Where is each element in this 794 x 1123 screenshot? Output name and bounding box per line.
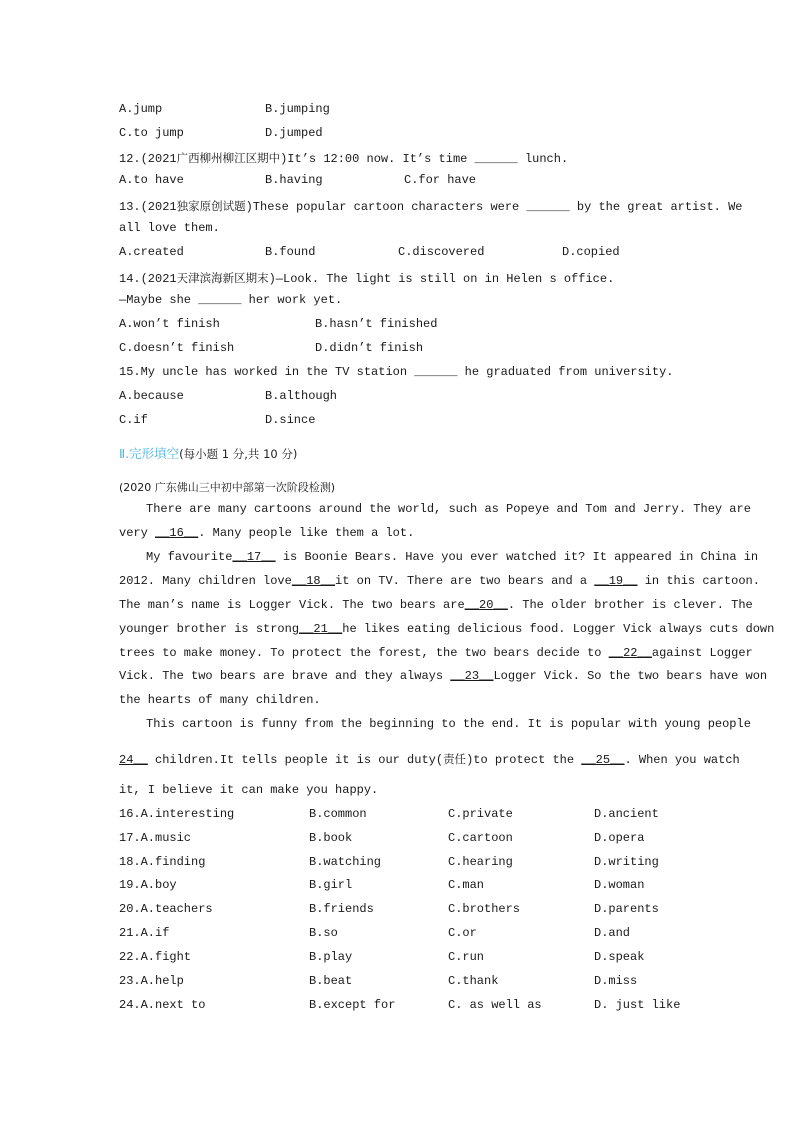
q11-option-d: D.jumped [265, 126, 323, 140]
option-c: C.brothers [448, 902, 521, 916]
q12-option-c: C.for have [404, 173, 477, 187]
option-a: 23.A.help [119, 974, 184, 988]
passage-line-10: This cartoon is funny from the beginning to the end. It is popular with young people [146, 717, 751, 731]
option-d: D.speak [594, 950, 645, 964]
passage-line-8: Vick. The two bears are brave and they always __23__Logger Vick. So the two bears have won [119, 669, 768, 683]
option-d: D.parents [594, 902, 659, 916]
q12-option-a: A.to have [119, 173, 184, 187]
blank-19: __19__ [594, 574, 638, 588]
option-d: D.woman [594, 878, 645, 892]
blank-20: __20__ [464, 598, 508, 612]
option-b: B.play [309, 950, 353, 964]
q15-option-b: B.although [265, 389, 338, 403]
q13-option-c: C.discovered [398, 245, 485, 259]
passage-source: (2020 广东佛山三中初中部第一次阶段检测) [119, 481, 336, 494]
option-c: C.run [448, 950, 485, 964]
q11-option-a: A.jump [119, 102, 163, 116]
option-d: D.opera [594, 831, 645, 845]
option-a: 22.A.fight [119, 950, 192, 964]
passage-line-2: very __16__. Many people like them a lot. [119, 526, 415, 540]
passage-line-3: My favourite__17__ is Boonie Bears. Have you ever watched it? It appeared in China in [146, 550, 759, 564]
option-a: 20.A.teachers [119, 902, 213, 916]
q15-option-c: C.if [119, 413, 148, 427]
option-c: C.thank [448, 974, 499, 988]
option-c: C.cartoon [448, 831, 513, 845]
option-b: B.book [309, 831, 353, 845]
passage-line-12: it, I believe it can make you happy. [119, 783, 379, 797]
option-d: D.ancient [594, 807, 659, 821]
option-c: C. as well as [448, 998, 542, 1012]
option-b: B.so [309, 926, 338, 940]
q15-stem: 15.My uncle has worked in the TV station ______ he graduated from university. [119, 365, 674, 379]
blank-23: __23__ [450, 669, 494, 683]
option-a: 21.A.if [119, 926, 170, 940]
q14-option-c: C.doesn’t finish [119, 341, 235, 355]
q14-option-a: A.won’t finish [119, 317, 220, 331]
q13-stem-cont: all love them. [119, 221, 220, 235]
option-d: D.miss [594, 974, 638, 988]
q12-option-b: B.having [265, 173, 323, 187]
option-b: B.friends [309, 902, 374, 916]
passage-line-5: The man’s name is Logger Vick. The two bears are__20__. The older brother is clever. The [119, 598, 753, 612]
option-d: D.and [594, 926, 631, 940]
option-a: 16.A.interesting [119, 807, 235, 821]
blank-17: __17__ [232, 550, 276, 564]
q15-option-d: D.since [265, 413, 316, 427]
option-a: 24.A.next to [119, 998, 206, 1012]
q14-option-d: D.didn’t finish [315, 341, 424, 355]
blank-22: __22__ [608, 646, 652, 660]
blank-18: __18__ [291, 574, 336, 588]
option-b: B.common [309, 807, 367, 821]
q11-option-c: C.to jump [119, 126, 184, 140]
q15-option-a: A.because [119, 389, 184, 403]
q14-stem-cont: —Maybe she ______ her work yet. [119, 293, 343, 307]
passage-line-11: 24__ children.It tells people it is our duty(责任)to protect the __25__. When you watch [119, 752, 740, 767]
section-heading [119, 444, 297, 462]
q11-option-b: B.jumping [265, 102, 330, 116]
option-b: B.except for [309, 998, 396, 1012]
passage-line-6: younger brother is strong__21__he likes eating delicious food. Logger Vick always cuts down [119, 622, 775, 636]
option-d: D.writing [594, 855, 659, 869]
section-title: Ⅱ.完形填空 [119, 446, 180, 461]
option-b: B.watching [309, 855, 382, 869]
q13-option-a: A.created [119, 245, 184, 259]
option-b: B.girl [309, 878, 353, 892]
q12-stem: 12.(2021广西柳州柳江区期中)It’s 12:00 now. It’s time ______ lunch. [119, 151, 569, 166]
option-c: C.private [448, 807, 513, 821]
passage-line-1: There are many cartoons around the world, such as Popeye and Tom and Jerry. They are [146, 502, 751, 516]
option-a: 17.A.music [119, 831, 192, 845]
passage-line-4: 2012. Many children love__18__it on TV. There are two bears and a __19__ in this cartoon. [119, 574, 760, 588]
blank-25: __25__ [581, 753, 625, 767]
option-a: 19.A.boy [119, 878, 177, 892]
option-b: B.beat [309, 974, 353, 988]
passage-line-9: the hearts of many children. [119, 693, 321, 707]
q13-option-b: B.found [265, 245, 316, 259]
option-a: 18.A.finding [119, 855, 206, 869]
q14-stem: 14.(2021天津滨海新区期末)—Look. The light is still on in Helen s office. [119, 271, 615, 286]
q13-stem: 13.(2021独家原创试题)These popular cartoon characters were ______ by the great artist. We [119, 199, 743, 214]
option-c: C.hearing [448, 855, 513, 869]
option-d: D. just like [594, 998, 681, 1012]
option-c: C.or [448, 926, 477, 940]
option-c: C.man [448, 878, 485, 892]
q13-option-d: D.copied [562, 245, 620, 259]
q14-option-b: B.hasn’t finished [315, 317, 438, 331]
blank-16: __16__ [155, 526, 199, 540]
section-note: (每小题 1 分,共 10 分) [179, 447, 298, 461]
passage-line-7: trees to make money. To protect the forest, the two bears decide to __22__against Logger [119, 646, 753, 660]
blank-24: 24__ [119, 753, 148, 767]
blank-21: __21__ [299, 622, 343, 636]
